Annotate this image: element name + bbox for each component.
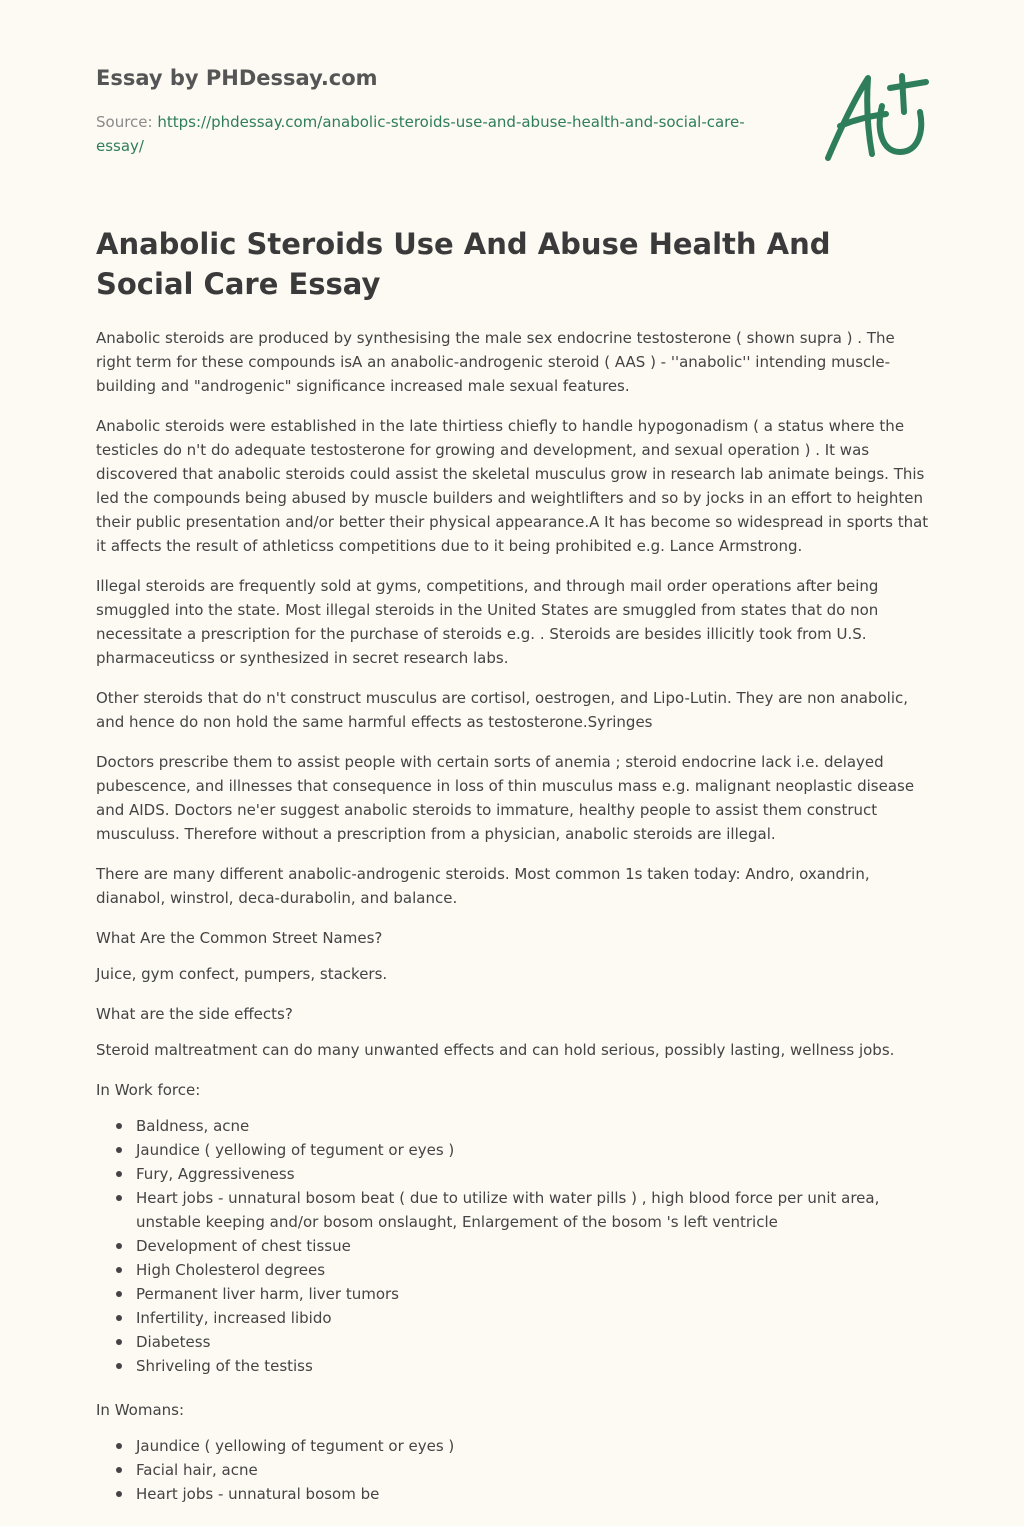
- womans-label: In Womans:: [96, 1401, 185, 1419]
- list-item: Development of chest tissue: [136, 1234, 932, 1258]
- list-item: Heart jobs - unnatural bosom be: [136, 1482, 932, 1506]
- paragraph: Illegal steroids are frequently sold at gyms, competitions, and through mail order operations after being smuggled into the state. Most illegal steroids in the United States are smuggled from states that do non necessitate a prescription for the purchase of steroids e.g. . Steroids are besides illicitly took from U.S. pharmaceuticss or synthesized in secret research labs.: [96, 577, 879, 667]
- list-item: Permanent liver harm, liver tumors: [136, 1282, 932, 1306]
- paragraph: There are many different anabolic-androgenic steroids. Most common 1s taken today: Andro, oxandrin, dianabol, winstrol, deca-durabolin, and balance.: [96, 865, 870, 907]
- womans-list: [96, 1434, 932, 1506]
- list-item: Shriveling of the testiss: [136, 1354, 932, 1378]
- side-effects-intro: Steroid maltreatment can do many unwanted effects and can hold serious, possibly lasting, wellness jobs.: [96, 1041, 895, 1059]
- page-header: [96, 64, 776, 158]
- essay-title: Anabolic Steroids Use And Abuse Health And Social Care Essay: [96, 227, 831, 301]
- list-item: Jaundice ( yellowing of tegument or eyes ): [136, 1138, 932, 1162]
- list-item: Diabetess: [136, 1330, 932, 1354]
- list-item: Facial hair, acne: [136, 1458, 932, 1482]
- street-names-text: Juice, gym confect, pumpers, stackers.: [96, 965, 388, 983]
- work-force-label: In Work force:: [96, 1081, 201, 1099]
- list-item: Baldness, acne: [136, 1114, 932, 1138]
- paragraph: Other steroids that do n't construct musculus are cortisol, oestrogen, and Lipo-Lutin. They are non anabolic, and hence do non hold the same harmful effects as testosterone.Syringes: [96, 689, 909, 731]
- list-item: Heart jobs - unnatural bosom beat ( due to utilize with water pills ) , high blood force per unit area, unstable keeping and/or bosom onslaught, Enlargement of the bosom 's left ventricle: [136, 1186, 932, 1234]
- paragraph: Anabolic steroids are produced by synthesising the male sex endocrine testosterone ( shown supra ) . The right term for these compounds isA an anabolic-androgenic steroid ( AAS ) - ''anabolic'' intending muscle-building and "androgenic" significance increased male sexual features.: [96, 329, 895, 395]
- paragraph: Doctors prescribe them to assist people with certain sorts of anemia ; steroid endocrine lack i.e. delayed pubescence, and illnesses that consequence in loss of thin musculus mass e.g. malignant neoplastic disease and AIDS. Doctors ne'er suggest anabolic steroids to immature, healthy people to assist them construct musculuss. Therefore without a prescription from a physician, anabolic steroids are illegal.: [96, 753, 915, 843]
- street-names-heading: What Are the Common Street Names?: [96, 929, 383, 947]
- source-label: Source:: [96, 113, 153, 131]
- list-item: Fury, Aggressiveness: [136, 1162, 932, 1186]
- side-effects-heading: What are the side effects?: [96, 1005, 293, 1023]
- source-link[interactable]: https://phdessay.com/anabolic-steroids-use-and-abuse-health-and-social-care-essay/: [96, 113, 745, 155]
- list-item: High Cholesterol degrees: [136, 1258, 932, 1282]
- list-item: Jaundice ( yellowing of tegument or eyes ): [136, 1434, 932, 1458]
- source-line: [96, 110, 776, 158]
- list-item: Infertility, increased libido: [136, 1306, 932, 1330]
- paragraph: Anabolic steroids were established in the late thirtiess chiefly to handle hypogonadism ( a status where the testicles do n't do adequate testosterone for growing and development, and sexual operation ) . It was discovered that anabolic steroids could assist the skeletal musculus grow in research lab animate beings. This led the compounds being abused by muscle builders and weightlifters and so by jocks in an effort to heighten their public presentation and/or better their physical appearance.A It has become so widespread in sports that it affects the result of athleticss competitions due to it being prohibited e.g. Lance Armstrong.: [96, 417, 929, 555]
- work-force-list: [96, 1114, 932, 1378]
- a-plus-logo-icon: [822, 66, 932, 166]
- essay-content: [96, 224, 932, 1526]
- site-title: Essay by PHDessay.com: [96, 66, 378, 90]
